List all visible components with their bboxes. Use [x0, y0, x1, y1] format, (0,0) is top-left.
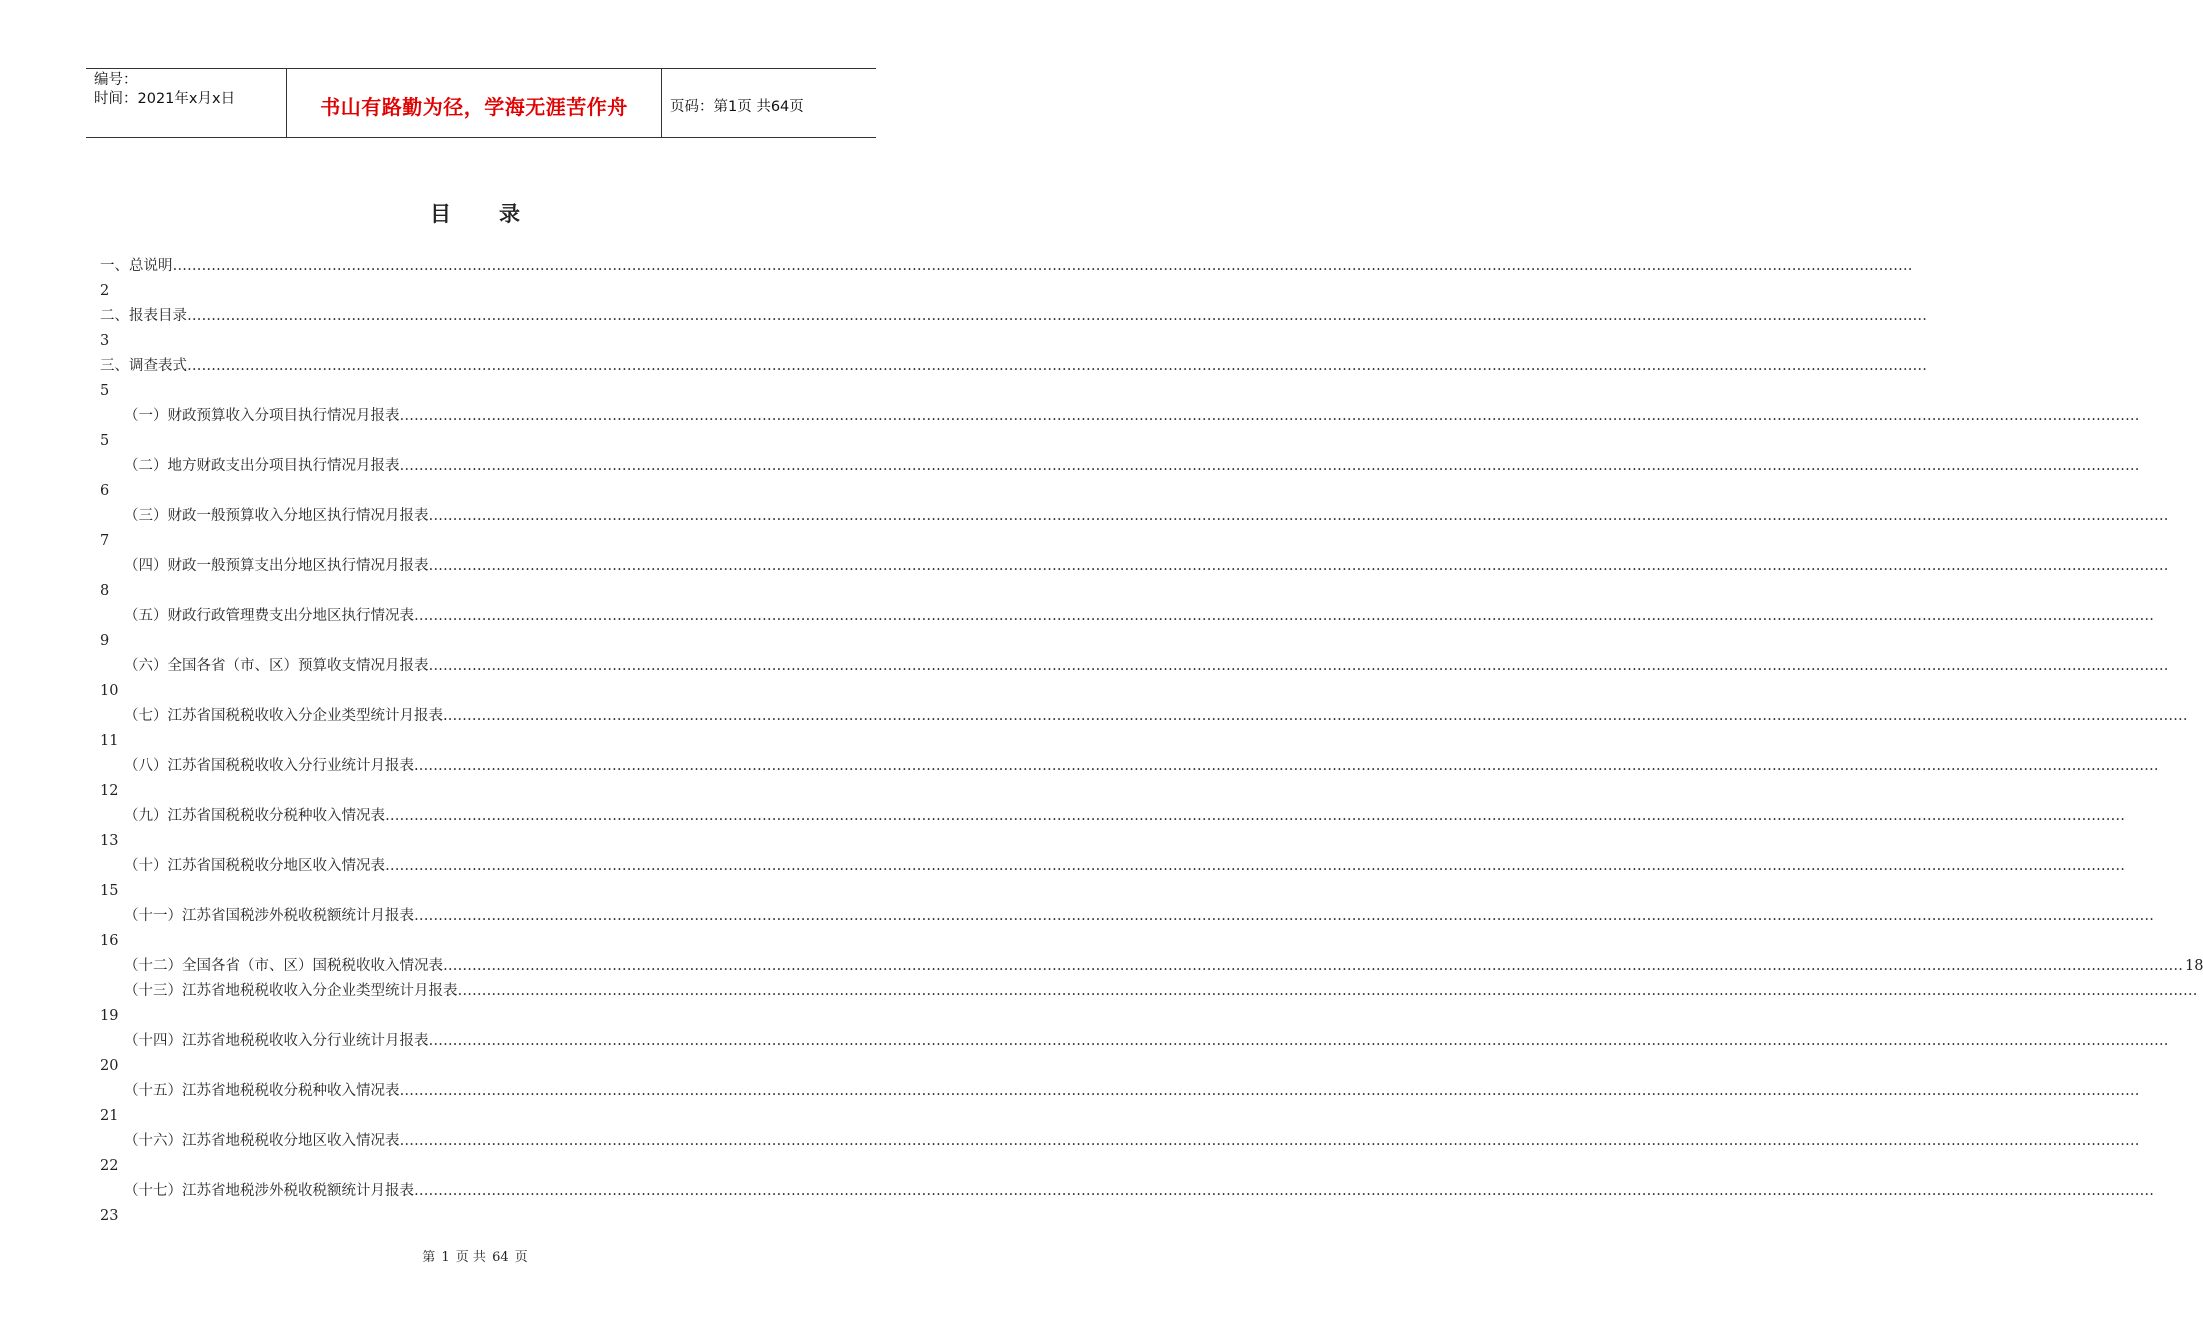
toc-line — [100, 904, 2154, 929]
header-time-label: 时间：2021年x月x日 — [94, 91, 236, 107]
toc-label: （三）财政一般预算收入分地区执行情况月报表 — [124, 508, 429, 524]
toc-leader-dots: ……………………………………………………………………………………………………………………………………………………………………………………………………………………………………………………………………………………………………………………………… — [428, 508, 2169, 524]
toc-entry — [100, 754, 2159, 804]
header-page-info: 页码：第1页 共64页 — [670, 98, 804, 115]
page-title — [0, 198, 950, 228]
toc-label: 三、调查表式 — [100, 358, 187, 374]
toc-leader-dots: ……………………………………………………………………………………………………………………………………………………………………………………………………………………………………………………………………………………………………………………………… — [187, 308, 1927, 324]
toc-leader-dots: ……………………………………………………………………………………………………………………………………………………………………………………………………………………………………………………………………………………………………………………………… — [428, 558, 2169, 574]
toc-leader-dots: ……………………………………………………………………………………………………………………………………………………………………………………………………………………………………………………………………………………………………………………………… — [414, 908, 2154, 924]
toc-leader-dots: ……………………………………………………………………………………………………………………………………………………………………………………………………………………………………………………………………………………………………………………………… — [399, 458, 2140, 474]
toc-page-number: 23 — [100, 1208, 119, 1224]
toc-label: 一、总说明 — [100, 258, 173, 274]
toc-label: （五）财政行政管理费支出分地区执行情况表 — [124, 608, 414, 624]
toc-label: （十四）江苏省地税税收收入分行业统计月报表 — [124, 1033, 429, 1049]
toc-page-number: 22 — [100, 1158, 119, 1174]
toc-page-number: 5 — [100, 383, 110, 399]
toc-leader-dots: ……………………………………………………………………………………………………………………………………………………………………………………………………………………………………………………………………………………………………………………………… — [414, 608, 2154, 624]
toc-line — [100, 254, 1913, 279]
toc-line — [100, 554, 2169, 579]
toc-page-line — [100, 329, 862, 354]
header-motto-cell — [287, 69, 661, 137]
toc-line — [100, 1029, 2169, 1054]
toc-line — [100, 454, 2140, 479]
toc-leader-dots: ……………………………………………………………………………………………………………………………………………………………………………………………………………………………………………………………………………………………………………………………… — [447, 708, 2188, 724]
title-char: 目 — [430, 202, 451, 226]
toc-line — [100, 804, 2125, 829]
toc-line — [100, 354, 1927, 379]
toc-label: （十五）江苏省地税税收分税种收入情况表 — [124, 1083, 400, 1099]
toc-line — [100, 1179, 2154, 1204]
header-number-label: 编号： — [94, 72, 138, 88]
toc-entry — [100, 704, 2188, 754]
toc-page-number: 10 — [100, 683, 119, 699]
toc-line — [100, 1079, 2140, 1104]
toc-entry — [100, 954, 2203, 979]
toc-label: 二、报表目录 — [100, 308, 187, 324]
toc-line — [100, 304, 1927, 329]
toc-page-line — [100, 579, 862, 604]
toc-page-number: 21 — [100, 1108, 119, 1124]
toc-label: （十六）江苏省地税税收分地区收入情况表 — [124, 1133, 400, 1149]
toc-entry — [100, 654, 2169, 704]
toc-leader-dots: ……………………………………………………………………………………………………………………………………………………………………………………………………………………………………………………………………………………………………………………………… — [414, 1183, 2154, 1199]
toc-page-number: 3 — [100, 333, 110, 349]
toc-leader-dots: ……………………………………………………………………………………………………………………………………………………………………………………………………………………………………………………………………………………………………………………………… — [399, 1083, 2140, 1099]
toc-entry — [100, 454, 2140, 504]
toc-page-line — [100, 729, 862, 754]
document-header — [86, 68, 876, 138]
toc-label: （十三）江苏省地税税收收入分企业类型统计月报表 — [124, 983, 458, 999]
toc-page-line — [100, 1054, 862, 1079]
toc-entry — [100, 304, 1927, 354]
header-motto: 书山有路勤为径，学海无涯苦作舟 — [320, 94, 628, 119]
footer-suffix: 页 — [514, 1250, 528, 1265]
toc-entry — [100, 504, 2169, 554]
toc-label: （六）全国各省（市、区）预算收支情况月报表 — [124, 658, 429, 674]
toc-page-number: 16 — [100, 933, 119, 949]
toc-leader-dots: ……………………………………………………………………………………………………………………………………………………………………………………………………………………………………………………………………………………………………………………………… — [418, 758, 2159, 774]
toc-line — [100, 704, 2188, 729]
footer-total-pages: 64 — [492, 1250, 509, 1265]
toc-label: （十）江苏省国税税收分地区收入情况表 — [124, 858, 385, 874]
toc-page-number: 13 — [100, 833, 119, 849]
toc-line — [100, 854, 2125, 879]
toc-page-number: 6 — [100, 483, 110, 499]
toc-page-line — [100, 679, 862, 704]
toc-page-line — [100, 629, 862, 654]
toc-leader-dots: ……………………………………………………………………………………………………………………………………………………………………………………………………………………………………………………………………………………………………………………………… — [443, 958, 2183, 974]
toc-label: （八）江苏省国税税收收入分行业统计月报表. — [124, 758, 419, 774]
toc-entry — [100, 979, 2198, 1029]
toc-line — [100, 604, 2154, 629]
toc-leader-dots: ……………………………………………………………………………………………………………………………………………………………………………………………………………………………………………………………………………………………………………………………… — [385, 858, 2125, 874]
footer-mid: 页 共 — [455, 1250, 486, 1265]
toc-page-line — [100, 829, 862, 854]
toc-leader-dots: ……………………………………………………………………………………………………………………………………………………………………………………………………………………………………………………………………………………………………………………………… — [399, 1133, 2140, 1149]
toc-leader-dots: ……………………………………………………………………………………………………………………………………………………………………………………………………………………………………………………………………………………………………………………………… — [457, 983, 2198, 999]
toc-page-number: 19 — [100, 1008, 119, 1024]
toc-line — [100, 504, 2169, 529]
toc-page-number: 8 — [100, 583, 110, 599]
toc-line — [100, 954, 2203, 979]
title-char: 录 — [499, 202, 520, 226]
toc-label: （九）江苏省国税税收分税种收入情况表 — [124, 808, 385, 824]
toc-entry — [100, 1079, 2140, 1129]
toc-leader-dots: ……………………………………………………………………………………………………………………………………………………………………………………………………………………………………………………………………………………………………………………………… — [428, 658, 2169, 674]
toc-page-number: 5 — [100, 433, 110, 449]
toc-page-line — [100, 529, 862, 554]
toc-label: （七）江苏省国税税收收入分企业类型统计月报表. — [124, 708, 448, 724]
toc-page-number: 12 — [100, 783, 119, 799]
toc-entry — [100, 604, 2154, 654]
toc-leader-dots: ……………………………………………………………………………………………………………………………………………………………………………………………………………………………………………………………………………………………………………………………… — [187, 358, 1927, 374]
footer-prefix: 第 — [422, 1250, 436, 1265]
toc-page-line — [100, 1004, 862, 1029]
page-footer — [0, 1246, 950, 1265]
table-of-contents — [100, 254, 2203, 1229]
toc-page-line — [100, 1154, 862, 1179]
toc-page-number: 18 — [2185, 958, 2203, 974]
header-meta — [94, 71, 284, 109]
toc-page-line — [100, 279, 862, 304]
toc-entry — [100, 854, 2125, 904]
toc-page-number: 15 — [100, 883, 119, 899]
toc-page-line — [100, 1204, 862, 1229]
toc-entry — [100, 354, 1927, 404]
toc-entry — [100, 1029, 2169, 1079]
toc-label: （十一）江苏省国税涉外税收税额统计月报表 — [124, 908, 414, 924]
toc-entry — [100, 904, 2154, 954]
toc-page-number: 20 — [100, 1058, 119, 1074]
toc-page-line — [100, 379, 862, 404]
toc-leader-dots: ……………………………………………………………………………………………………………………………………………………………………………………………………………………………………………………………………………………………………………………………… — [172, 258, 1913, 274]
toc-page-number: 7 — [100, 533, 110, 549]
toc-page-line — [100, 879, 862, 904]
toc-page-line — [100, 479, 862, 504]
toc-line — [100, 404, 2140, 429]
toc-leader-dots: ……………………………………………………………………………………………………………………………………………………………………………………………………………………………………………………………………………………………………………………………… — [399, 408, 2140, 424]
toc-page-number: 11 — [100, 733, 119, 749]
toc-page-line — [100, 779, 862, 804]
toc-line — [100, 1129, 2140, 1154]
toc-label: （四）财政一般预算支出分地区执行情况月报表 — [124, 558, 429, 574]
toc-label: （十七）江苏省地税涉外税收税额统计月报表 — [124, 1183, 414, 1199]
toc-line — [100, 754, 2159, 779]
toc-entry — [100, 1129, 2140, 1179]
toc-line — [100, 979, 2198, 1004]
toc-leader-dots: ……………………………………………………………………………………………………………………………………………………………………………………………………………………………………………………………………………………………………………………………… — [385, 808, 2125, 824]
toc-leader-dots: ……………………………………………………………………………………………………………………………………………………………………………………………………………………………………………………………………………………………………………………………… — [428, 1033, 2169, 1049]
header-divider — [661, 69, 662, 137]
toc-entry — [100, 804, 2125, 854]
toc-page-number: 9 — [100, 633, 110, 649]
toc-entry — [100, 554, 2169, 604]
toc-label: （十二）全国各省（市、区）国税税收收入情况表 — [124, 958, 443, 974]
toc-entry — [100, 404, 2140, 454]
toc-line — [100, 654, 2169, 679]
footer-current-page: 1 — [441, 1250, 450, 1265]
toc-label: （二）地方财政支出分项目执行情况月报表 — [124, 458, 400, 474]
toc-label: （一）财政预算收入分项目执行情况月报表 — [124, 408, 400, 424]
toc-entry — [100, 1179, 2154, 1229]
toc-page-line — [100, 929, 862, 954]
toc-page-line — [100, 429, 862, 454]
toc-page-line — [100, 1104, 862, 1129]
toc-entry — [100, 254, 1913, 304]
toc-page-number: 2 — [100, 283, 110, 299]
